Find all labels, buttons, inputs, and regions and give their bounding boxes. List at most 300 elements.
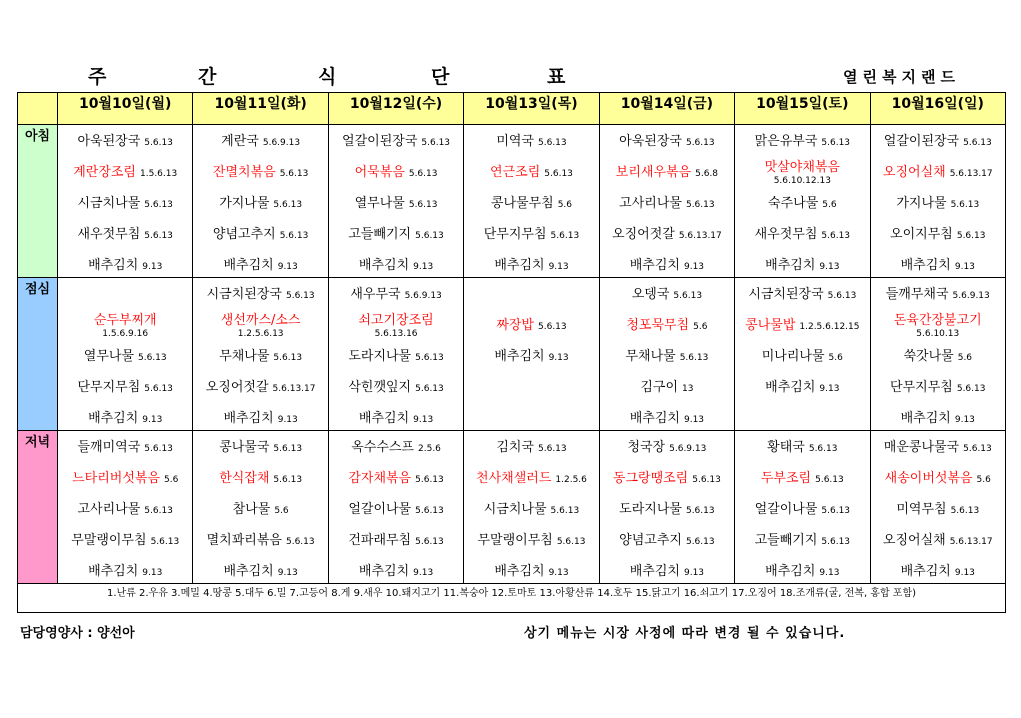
dish-name: 열무나물 bbox=[354, 196, 405, 211]
dish-name: 한식잡채 bbox=[219, 471, 270, 486]
allergen-codes: 5.6.13 bbox=[685, 138, 715, 148]
dish-name: 시금치나물 bbox=[77, 196, 141, 211]
menu-item bbox=[735, 197, 869, 212]
dish-name: 배추김치 bbox=[494, 564, 545, 579]
dish-name: 도라지나물 bbox=[619, 502, 682, 517]
allergen-codes: 9.13 bbox=[548, 262, 569, 272]
allergen-codes: 1.5.6.13 bbox=[140, 169, 178, 179]
menu-item bbox=[735, 135, 869, 150]
menu-item bbox=[329, 441, 463, 456]
dish-name: 쑥갓나물 bbox=[903, 349, 954, 364]
day-header-row bbox=[18, 93, 1006, 125]
dish-name: 배추김치 bbox=[358, 564, 410, 579]
dish-name: 무채나물 bbox=[625, 349, 676, 364]
allergen-codes: 9.13 bbox=[142, 568, 163, 578]
allergen-codes: 5.6.13 bbox=[950, 506, 980, 516]
menu-cell bbox=[193, 125, 328, 278]
menu-item bbox=[464, 503, 598, 518]
menu-item bbox=[735, 472, 869, 487]
allergen-codes: 5.6.13 bbox=[144, 138, 173, 148]
dish-name: 배추김치 bbox=[900, 564, 951, 579]
menu-body bbox=[18, 125, 1006, 584]
allergen-codes: 5.6.13 bbox=[150, 537, 180, 547]
allergen-codes: 5.6.13 bbox=[408, 200, 438, 210]
allergen-codes: 1.2.5.6.12.15 bbox=[799, 322, 860, 332]
allergen-codes: 9.13 bbox=[142, 262, 163, 272]
allergen-codes: 9.13 bbox=[277, 262, 298, 272]
dish-name: 양념고추지 bbox=[212, 227, 276, 242]
dish-name: 콩나물무침 bbox=[490, 196, 554, 211]
allergen-codes: 5.6.13 bbox=[138, 353, 167, 363]
menu-item bbox=[329, 534, 463, 549]
menu-item bbox=[329, 166, 463, 181]
menu-cell bbox=[328, 278, 463, 431]
menu-item bbox=[193, 441, 327, 456]
allergen-codes: 5.6.9.13 bbox=[262, 138, 301, 148]
day-header: 10월16일(일) bbox=[870, 93, 1005, 125]
menu-item bbox=[735, 319, 869, 334]
dish-name: 배추김치 bbox=[765, 258, 816, 273]
allergen-codes: 5.6.13 bbox=[144, 200, 173, 210]
allergen-codes: 5.6.13 bbox=[679, 353, 709, 363]
menu-item bbox=[735, 288, 869, 303]
dish-name: 무말랭이무침 bbox=[477, 533, 553, 548]
menu-item bbox=[871, 259, 1005, 274]
menu-item bbox=[871, 314, 1005, 339]
dish-name: 아욱된장국 bbox=[619, 134, 682, 149]
allergen-codes: 5.6.13 bbox=[415, 537, 444, 547]
menu-item bbox=[193, 259, 327, 274]
menu-item bbox=[464, 350, 598, 365]
menu-item bbox=[329, 412, 463, 427]
dish-name: 멸치꽈리볶음 bbox=[206, 533, 282, 548]
dish-name: 고사리나물 bbox=[619, 196, 682, 211]
menu-item bbox=[735, 259, 869, 274]
menu-item bbox=[464, 319, 598, 334]
change-notice: 상기 메뉴는 시장 사정에 따라 변경 될 수 있습니다. bbox=[524, 626, 846, 641]
dish-name: 김치국 bbox=[496, 440, 534, 455]
allergen-codes: 5.6 bbox=[274, 506, 289, 516]
meal-row bbox=[18, 278, 1006, 431]
dish-name: 건파래무침 bbox=[348, 533, 412, 548]
dish-name: 고사리나물 bbox=[77, 502, 141, 517]
dish-name: 새송이버섯볶음 bbox=[884, 471, 973, 486]
menu-cell bbox=[735, 431, 870, 584]
menu-cell bbox=[58, 278, 193, 431]
day-header: 10월14일(금) bbox=[599, 93, 734, 125]
allergen-codes: 5.6.9.13 bbox=[669, 444, 707, 454]
allergen-codes: 9.13 bbox=[819, 384, 840, 394]
dish-name: 양념고추지 bbox=[619, 533, 682, 548]
menu-item bbox=[329, 503, 463, 518]
allergen-codes: 5.6.13 bbox=[827, 291, 857, 301]
allergen-codes: 5.6.13.17 bbox=[678, 231, 722, 241]
menu-item bbox=[329, 472, 463, 487]
allergen-codes: 5.6.13 bbox=[273, 353, 303, 363]
menu-item bbox=[600, 259, 734, 274]
dish-name: 들깨무채국 bbox=[885, 287, 949, 302]
menu-cell bbox=[193, 431, 328, 584]
dish-name: 계란장조림 bbox=[73, 165, 136, 180]
allergen-codes: 5.6.10.13 bbox=[916, 329, 960, 339]
menu-item bbox=[600, 441, 734, 456]
dish-name: 콩나물국 bbox=[219, 440, 270, 455]
menu-item bbox=[329, 259, 463, 274]
menu-item bbox=[735, 534, 869, 549]
title-char: 주 bbox=[88, 66, 107, 88]
dish-name: 짜장밥 bbox=[496, 318, 534, 333]
allergen-codes: 5.6.13 bbox=[279, 231, 309, 241]
dish-name: 동그랑땡조림 bbox=[612, 471, 689, 486]
allergen-codes: 5.6.13 bbox=[538, 322, 567, 332]
menu-item bbox=[329, 135, 463, 150]
dish-name: 단무지무침 bbox=[77, 380, 141, 395]
menu-item bbox=[871, 228, 1005, 243]
menu-item bbox=[329, 314, 463, 339]
menu-item bbox=[871, 350, 1005, 365]
dish-name: 아욱된장국 bbox=[77, 134, 141, 149]
dish-name: 옥수수스프 bbox=[351, 440, 414, 455]
menu-cell bbox=[735, 278, 870, 431]
dish-name: 열무나물 bbox=[83, 349, 134, 364]
allergen-codes: 5.6.10.12.13 bbox=[773, 176, 831, 186]
dish-name: 청포묵무침 bbox=[626, 318, 690, 333]
menu-item bbox=[464, 259, 598, 274]
menu-item bbox=[464, 472, 598, 487]
meal-label: 점심 bbox=[18, 278, 58, 431]
menu-item bbox=[58, 314, 192, 339]
allergen-codes: 9.13 bbox=[548, 568, 569, 578]
menu-item bbox=[871, 381, 1005, 396]
allergen-codes: 5.6.13 bbox=[685, 506, 715, 516]
dish-name: 가지나물 bbox=[219, 196, 270, 211]
menu-item bbox=[600, 228, 734, 243]
allergen-codes: 9.13 bbox=[954, 568, 975, 578]
title-char: 간 bbox=[198, 66, 217, 88]
dish-name: 단무지무침 bbox=[483, 227, 547, 242]
dish-name: 단무지무침 bbox=[890, 380, 953, 395]
dish-name: 배추김치 bbox=[358, 258, 410, 273]
menu-cell bbox=[735, 125, 870, 278]
dish-name: 고들빼기지 bbox=[348, 227, 412, 242]
allergen-codes: 5.6.13 bbox=[144, 231, 173, 241]
allergen-codes: 5.6.13.17 bbox=[949, 537, 993, 547]
menu-item bbox=[600, 565, 734, 580]
dish-name: 천사채샐러드 bbox=[476, 471, 552, 486]
allergen-codes: 5.6.13.17 bbox=[272, 384, 316, 394]
menu-item bbox=[193, 228, 327, 243]
menu-item bbox=[58, 197, 192, 212]
menu-item bbox=[871, 412, 1005, 427]
dish-name: 도라지나물 bbox=[348, 349, 412, 364]
menu-item bbox=[600, 166, 734, 181]
dish-name: 숙주나물 bbox=[768, 196, 819, 211]
menu-item bbox=[735, 503, 869, 518]
allergen-codes: 9.13 bbox=[954, 415, 975, 425]
menu-item bbox=[871, 166, 1005, 181]
allergy-legend: 1.난류 2.우유 3.메밀 4.땅콩 5.대두 6.밀 7.고등어 8.게 9.새우 10.돼지고기 11.복숭아 12.토마토 13.아황산류 14.호두 15.닭고기 16.쇠고기 17.오징어 18.조개류(굴, 전복, 홍합 포함) bbox=[18, 584, 1006, 613]
dish-name: 배추김치 bbox=[88, 258, 139, 273]
dish-name: 두부조림 bbox=[760, 471, 812, 486]
allergen-codes: 5.6.13 bbox=[415, 231, 444, 241]
allergen-codes: 5.6.13 bbox=[544, 169, 573, 179]
dish-name: 오징어실채 bbox=[882, 533, 946, 548]
allergen-codes: 13 bbox=[682, 384, 694, 394]
meal-row bbox=[18, 125, 1006, 278]
dish-name: 돈육간장불고기 bbox=[893, 313, 982, 328]
allergen-codes: 5.6.13 bbox=[821, 537, 851, 547]
allergen-codes: 5.6 bbox=[693, 322, 708, 332]
allergen-codes: 5.6.13 bbox=[273, 200, 303, 210]
meal-label: 아침 bbox=[18, 125, 58, 278]
menu-item bbox=[871, 197, 1005, 212]
menu-item bbox=[58, 472, 192, 487]
menu-item bbox=[58, 412, 192, 427]
menu-item bbox=[58, 565, 192, 580]
dish-name: 얼갈이나물 bbox=[348, 502, 412, 517]
allergen-codes: 5.6.13 bbox=[685, 200, 715, 210]
allergen-codes: 5.6.13.16 bbox=[374, 329, 418, 339]
menu-item bbox=[193, 472, 327, 487]
menu-item bbox=[193, 350, 327, 365]
allergen-codes: 5.6.13 bbox=[963, 444, 992, 454]
allergen-codes: 5.6.13 bbox=[538, 444, 567, 454]
allergen-codes: 9.13 bbox=[413, 568, 434, 578]
dish-name: 느타리버섯볶음 bbox=[72, 471, 160, 486]
dish-name: 어묵볶음 bbox=[354, 165, 405, 180]
menu-item bbox=[871, 472, 1005, 487]
menu-item bbox=[58, 441, 192, 456]
allergen-codes: 5.6.13 bbox=[538, 138, 567, 148]
allergen-codes: 5.6.13 bbox=[821, 506, 851, 516]
allergen-codes: 9.13 bbox=[819, 568, 840, 578]
menu-item bbox=[735, 228, 869, 243]
menu-item bbox=[329, 350, 463, 365]
allergen-codes: 5.6.13 bbox=[415, 506, 444, 516]
allergen-codes: 5.6.13 bbox=[415, 384, 444, 394]
dish-name: 매운콩나물국 bbox=[883, 440, 960, 455]
allergen-codes: 5.6.13 bbox=[821, 231, 851, 241]
dish-name: 미역국 bbox=[496, 134, 534, 149]
allergen-codes: 5.6.13 bbox=[421, 138, 451, 148]
allergen-codes: 5.6 bbox=[822, 200, 837, 210]
menu-item bbox=[871, 288, 1005, 303]
menu-item bbox=[58, 259, 192, 274]
menu-item bbox=[871, 534, 1005, 549]
dish-name: 배추김치 bbox=[765, 564, 816, 579]
menu-item bbox=[871, 135, 1005, 150]
allergen-codes: 5.6.13 bbox=[685, 537, 715, 547]
allergen-codes: 9.13 bbox=[683, 415, 705, 425]
dish-name: 오이지무침 bbox=[890, 227, 953, 242]
dish-name: 배추김치 bbox=[494, 258, 545, 273]
allergen-codes: 5.6.13 bbox=[415, 353, 444, 363]
allergen-codes: 9.13 bbox=[277, 415, 298, 425]
menu-item bbox=[735, 381, 869, 396]
dish-name: 미역무침 bbox=[896, 502, 947, 517]
allergen-codes: 5.6.13 bbox=[950, 200, 980, 210]
dish-name: 시금치나물 bbox=[483, 502, 547, 517]
menu-item bbox=[193, 534, 327, 549]
allergen-codes: 5.6.13 bbox=[285, 537, 315, 547]
dish-name: 얼갈이된장국 bbox=[342, 134, 418, 149]
menu-cell bbox=[58, 431, 193, 584]
menu-item bbox=[600, 381, 734, 396]
menu-cell bbox=[58, 125, 193, 278]
dish-name: 미나리나물 bbox=[761, 349, 825, 364]
dish-name: 배추김치 bbox=[88, 411, 139, 426]
allergen-codes: 1.2.5.6 bbox=[555, 475, 587, 485]
allergen-codes: 5.6.13 bbox=[550, 506, 580, 516]
menu-item bbox=[193, 197, 327, 212]
dish-name: 잔멸치볶음 bbox=[212, 165, 276, 180]
dish-name: 황태국 bbox=[767, 440, 805, 455]
allergen-codes: 5.6.13 bbox=[550, 231, 580, 241]
dish-name: 계란국 bbox=[221, 134, 259, 149]
dish-name: 콩나물밥 bbox=[745, 318, 796, 333]
allergen-codes: 9.13 bbox=[683, 568, 705, 578]
menu-item bbox=[464, 565, 598, 580]
menu-cell bbox=[328, 125, 463, 278]
dish-name: 시금치된장국 bbox=[748, 287, 824, 302]
menu-item bbox=[329, 197, 463, 212]
menu-item bbox=[735, 565, 869, 580]
allergen-codes: 5.6.13 bbox=[808, 444, 838, 454]
menu-item bbox=[329, 381, 463, 396]
allergen-codes: 5.6 bbox=[164, 475, 179, 485]
allergen-codes: 5.6.13 bbox=[415, 475, 444, 485]
menu-item bbox=[464, 441, 598, 456]
dish-name: 얼갈이된장국 bbox=[883, 134, 960, 149]
dish-name: 새우젓무침 bbox=[77, 227, 141, 242]
allergen-codes: 5.6.13 bbox=[556, 537, 586, 547]
menu-cell bbox=[193, 278, 328, 431]
menu-item bbox=[735, 441, 869, 456]
dish-name: 배추김치 bbox=[223, 564, 274, 579]
menu-item bbox=[329, 228, 463, 243]
allergen-codes: 9.13 bbox=[142, 415, 163, 425]
menu-cell bbox=[870, 278, 1005, 431]
menu-item bbox=[600, 135, 734, 150]
dish-name: 맛살야채볶음 bbox=[764, 160, 840, 175]
dish-name: 오징어실채 bbox=[882, 165, 946, 180]
menu-item bbox=[58, 166, 192, 181]
dish-name: 무말랭이무침 bbox=[71, 533, 147, 548]
menu-cell bbox=[599, 278, 734, 431]
day-header: 10월15일(토) bbox=[735, 93, 870, 125]
menu-item bbox=[193, 503, 327, 518]
menu-item bbox=[464, 228, 598, 243]
dish-name: 순두부찌개 bbox=[93, 313, 157, 328]
menu-item bbox=[193, 135, 327, 150]
dish-name: 들깨미역국 bbox=[77, 440, 141, 455]
allergen-codes: 5.6.13 bbox=[273, 444, 303, 454]
dish-name: 배추김치 bbox=[629, 564, 680, 579]
allergen-codes: 5.6.13 bbox=[692, 475, 721, 485]
menu-item bbox=[871, 565, 1005, 580]
meal-label: 저녁 bbox=[18, 431, 58, 584]
dietitian-label: 담당영양사 : 양선아 bbox=[20, 626, 135, 641]
dish-name: 김구이 bbox=[640, 380, 679, 395]
allergen-codes: 5.6.13 bbox=[144, 384, 173, 394]
menu-item bbox=[600, 412, 734, 427]
dish-name: 배추김치 bbox=[629, 258, 680, 273]
allergen-codes: 5.6.13 bbox=[956, 384, 986, 394]
menu-item bbox=[58, 350, 192, 365]
allergen-codes: 9.13 bbox=[954, 262, 975, 272]
menu-item bbox=[600, 534, 734, 549]
menu-cell bbox=[328, 431, 463, 584]
menu-item bbox=[193, 412, 327, 427]
dish-name: 배추김치 bbox=[358, 411, 410, 426]
menu-item bbox=[600, 288, 734, 303]
allergen-codes: 5.6.13 bbox=[279, 169, 309, 179]
brand-name: 열린복지랜드 bbox=[843, 68, 960, 86]
title-char: 식 bbox=[318, 66, 337, 88]
menu-item bbox=[193, 314, 327, 339]
dish-name: 맑은유부국 bbox=[754, 134, 818, 149]
dish-name: 연근조림 bbox=[490, 165, 541, 180]
dish-name: 삭힌깻잎지 bbox=[348, 380, 412, 395]
allergen-codes: 9.13 bbox=[683, 262, 705, 272]
dish-name: 참나물 bbox=[232, 502, 271, 517]
allergen-codes: 2.5.6 bbox=[418, 444, 441, 454]
menu-cell bbox=[464, 125, 599, 278]
allergen-codes: 9.13 bbox=[548, 353, 569, 363]
dish-name: 보리새우볶음 bbox=[615, 165, 692, 180]
menu-item bbox=[735, 161, 869, 186]
allergen-codes: 5.6 bbox=[557, 200, 573, 210]
menu-item bbox=[58, 381, 192, 396]
allergen-codes: 5.6.13 bbox=[963, 138, 992, 148]
day-header: 10월13일(목) bbox=[464, 93, 599, 125]
menu-cell bbox=[599, 431, 734, 584]
menu-item bbox=[600, 503, 734, 518]
allergen-codes: 5.6.13 bbox=[821, 138, 851, 148]
menu-item bbox=[193, 166, 327, 181]
allergen-codes: 5.6.13 bbox=[956, 231, 986, 241]
menu-item bbox=[600, 350, 734, 365]
day-header: 10월10일(월) bbox=[58, 93, 193, 125]
allergen-codes: 5.6.13.17 bbox=[949, 169, 993, 179]
menu-item bbox=[329, 565, 463, 580]
meal-row bbox=[18, 431, 1006, 584]
dish-name: 얼갈이나물 bbox=[754, 502, 818, 517]
dish-name: 가지나물 bbox=[896, 196, 947, 211]
menu-item bbox=[464, 197, 598, 212]
menu-item bbox=[871, 441, 1005, 456]
menu-item bbox=[464, 135, 598, 150]
dish-name: 배추김치 bbox=[900, 258, 951, 273]
allergen-codes: 5.6 bbox=[828, 353, 843, 363]
dish-name: 쇠고기장조림 bbox=[358, 313, 434, 328]
allergen-codes: 5.6.13 bbox=[673, 291, 703, 301]
dish-name: 오징어젓갈 bbox=[612, 227, 675, 242]
dish-name: 배추김치 bbox=[223, 411, 274, 426]
dish-name: 오징어젓갈 bbox=[205, 380, 269, 395]
dish-name: 청국장 bbox=[627, 440, 666, 455]
menu-item bbox=[58, 228, 192, 243]
menu-cell bbox=[870, 431, 1005, 584]
dish-name: 고들빼기지 bbox=[754, 533, 818, 548]
allergen-codes: 1.2.5.6.13 bbox=[237, 329, 284, 339]
weekly-menu-table bbox=[17, 92, 1006, 613]
allergen-codes: 5.6.13 bbox=[273, 475, 303, 485]
dish-name: 배추김치 bbox=[900, 411, 951, 426]
menu-item bbox=[464, 534, 598, 549]
corner-cell bbox=[18, 93, 58, 125]
allergen-codes: 5.6.13 bbox=[408, 169, 438, 179]
